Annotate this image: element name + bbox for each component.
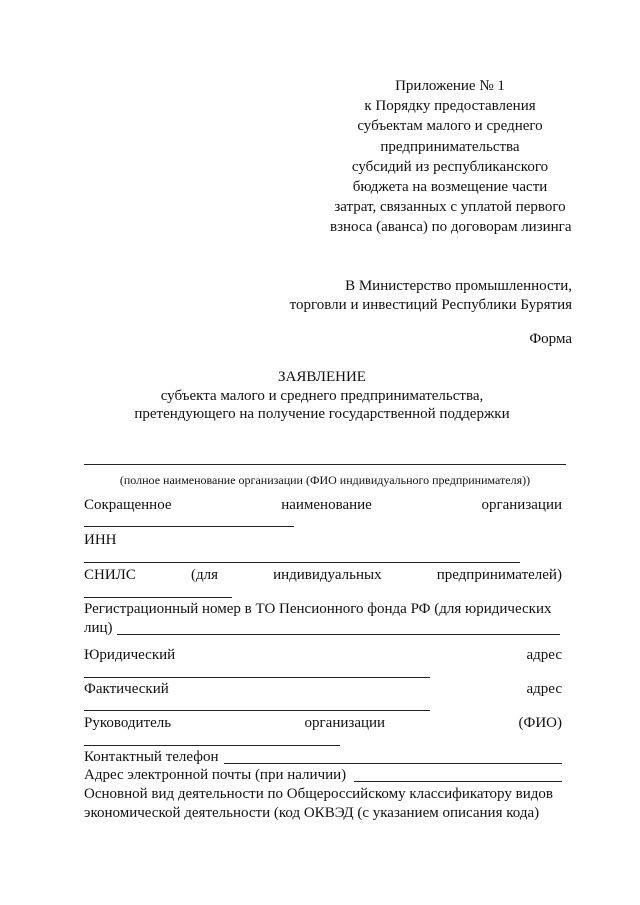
appendix-line-6: бюджета на возмещение части	[352, 179, 548, 195]
head-row	[84, 714, 562, 733]
pfr-line	[117, 634, 560, 635]
actual-address-word-2: адрес	[526, 681, 562, 697]
email-line	[354, 781, 562, 782]
actual-address-line	[84, 710, 430, 711]
snils-row	[84, 566, 562, 585]
phone-line	[224, 763, 562, 764]
short-name-row	[84, 496, 562, 515]
snils-word-2: (для	[190, 567, 218, 583]
inn-label: ИНН	[84, 532, 117, 548]
pfr-label-line-2: лиц)	[84, 620, 113, 636]
short-name-line	[84, 526, 294, 527]
full-name-line	[84, 464, 566, 465]
short-name-word-2: наименование	[281, 497, 372, 513]
legal-address-line	[84, 677, 430, 678]
statement-subtitle-2: претендующего на получение государственной поддержки	[134, 406, 510, 422]
short-name-word-1: Сокращенное	[84, 497, 172, 513]
appendix-line-1: Приложение № 1	[395, 78, 505, 94]
actual-address-row	[84, 680, 562, 699]
appendix-line-4: предпринимательства	[380, 139, 520, 155]
form-label: Форма	[529, 331, 572, 347]
addressee-line-1: В Министерство промышленности,	[345, 278, 572, 294]
appendix-line-2: к Порядку предоставления	[364, 98, 536, 114]
phone-label: Контактный телефон	[84, 749, 219, 765]
okved-label-line-2: экономической деятельности (код ОКВЭД (с указанием описания кода)	[84, 805, 540, 821]
full-name-caption: (полное наименование организации (ФИО индивидуального предпринимателя))	[119, 473, 531, 487]
appendix-line-3: субъектам малого и среднего	[357, 118, 543, 134]
pfr-label-line-1: Регистрационный номер в ТО Пенсионного фонда РФ (для юридических	[84, 601, 552, 617]
inn-line	[84, 562, 520, 563]
snils-word-4: предпринимателей)	[436, 567, 562, 583]
email-label: Адрес электронной почты (при наличии)	[84, 767, 347, 783]
snils-word-3: индивидуальных	[273, 567, 382, 583]
snils-line	[84, 597, 232, 598]
head-word-2: организации	[304, 715, 386, 731]
snils-word-1: СНИЛС	[84, 567, 136, 583]
legal-address-word-1: Юридический	[84, 647, 176, 663]
head-line	[84, 745, 340, 746]
short-name-word-3: организации	[481, 497, 562, 513]
appendix-line-8: взноса (аванса) по договорам лизинга	[330, 219, 572, 235]
statement-title: ЗАЯВЛЕНИЕ	[278, 369, 366, 385]
statement-subtitle-1: субъекта малого и среднего предпринимательства,	[160, 388, 484, 404]
actual-address-word-1: Фактический	[84, 681, 169, 697]
appendix-line-5: субсидий из республиканского	[351, 159, 549, 175]
legal-address-word-2: адрес	[526, 647, 562, 663]
head-word-1: Руководитель	[84, 715, 172, 731]
appendix-line-7: затрат, связанных с уплатой первого	[334, 199, 566, 215]
legal-address-row	[84, 646, 562, 665]
head-word-3: (ФИО)	[518, 715, 562, 731]
addressee-line-2: торговли и инвестиций Республики Бурятия	[289, 297, 572, 313]
okved-label-line-1: Основной вид деятельности по Общероссийскому классификатору видов	[84, 786, 553, 802]
